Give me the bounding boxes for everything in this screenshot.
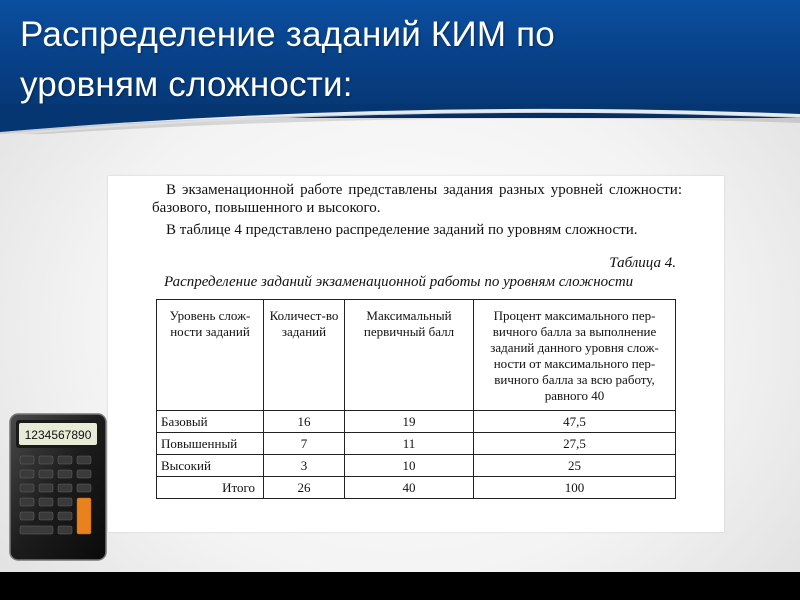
- cell-percent: 25: [474, 455, 676, 477]
- cell-total-max-score: 40: [345, 477, 474, 499]
- header-task-count: Количест-во заданий: [264, 300, 345, 411]
- table-total-row: [157, 477, 676, 499]
- cell-count: 16: [264, 411, 345, 433]
- difficulty-distribution-table: [156, 299, 676, 499]
- cell-percent: 47,5: [474, 411, 676, 433]
- footer-bar: [0, 572, 800, 600]
- slide-title-line-2: уровням сложности:: [20, 65, 353, 104]
- slide-title-line-1: Распределение заданий КИМ по: [20, 15, 555, 54]
- calculator-display: 1234567890: [24, 428, 92, 442]
- table-number-label: Таблица 4.: [609, 255, 676, 271]
- title-banner: [0, 0, 800, 118]
- document-scan: [108, 176, 724, 532]
- header-percent-of-max-score: Процент максимального пер-вичного балла за выполнение заданий данного уровня слож-ности от максимального пер-вичного балла за всю работу, равного 40: [474, 300, 676, 411]
- cell-max-score: 19: [345, 411, 474, 433]
- header-difficulty-level: Уровень слож-ности заданий: [157, 300, 264, 411]
- intro-paragraph: В экзаменационной работе представлены задания разных уровней сложности: базового, повышенного и высокого.: [152, 182, 682, 216]
- cell-max-score: 10: [345, 455, 474, 477]
- cell-level: Высокий: [157, 455, 264, 477]
- table-row: [157, 433, 676, 455]
- banner-curve: [0, 104, 800, 134]
- table-header-row: [157, 300, 676, 411]
- header-max-primary-score: Максимальный первичный балл: [345, 300, 474, 411]
- table-reference-paragraph: В таблице 4 представлено распределение заданий по уровням сложности.: [166, 222, 638, 238]
- cell-count: 7: [264, 433, 345, 455]
- slide-title: [20, 10, 780, 110]
- cell-total-label: Итого: [157, 477, 264, 499]
- table-caption: Распределение заданий экзаменационной работы по уровням сложности: [164, 274, 634, 290]
- calculator-icon: [8, 412, 108, 562]
- cell-total-percent: 100: [474, 477, 676, 499]
- cell-level: Базовый: [157, 411, 264, 433]
- cell-level: Повышенный: [157, 433, 264, 455]
- table-row: [157, 411, 676, 433]
- cell-max-score: 11: [345, 433, 474, 455]
- cell-total-count: 26: [264, 477, 345, 499]
- cell-percent: 27,5: [474, 433, 676, 455]
- table-row: [157, 455, 676, 477]
- cell-count: 3: [264, 455, 345, 477]
